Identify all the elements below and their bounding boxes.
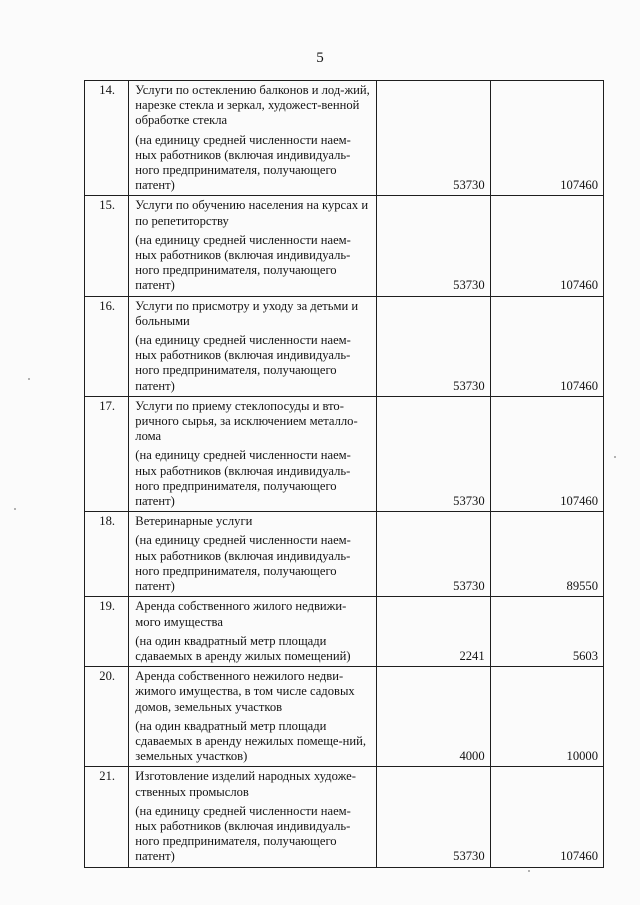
service-title: Аренда собственного жилого недвижи-мого имущества [135, 599, 347, 629]
service-title: Услуги по приему стеклопосуды и вто-ричного сырья, за исключением металло-лома [135, 398, 358, 444]
row-number: 16. [85, 296, 129, 396]
value-column-1: 53730 [376, 396, 490, 511]
value-column-2: 10000 [490, 667, 603, 767]
value-column-1: 53730 [376, 767, 490, 867]
scan-speck [528, 870, 530, 872]
service-description [129, 767, 376, 867]
row-number: 15. [85, 196, 129, 296]
row-number: 17. [85, 396, 129, 511]
service-unit-note: (на единицу средней численности наем-ных работников (включая индивидуаль-ного предпринимателя, получающего патент) [135, 333, 351, 393]
value-column-1: 2241 [376, 597, 490, 667]
table-row [85, 396, 604, 511]
value-column-1: 4000 [376, 667, 490, 767]
table-row [85, 597, 604, 667]
value-column-2: 107460 [490, 767, 603, 867]
table-row [85, 512, 604, 597]
service-unit-note: (на единицу средней численности наем-ных работников (включая индивидуаль-ного предпринимателя, получающего патент) [135, 533, 351, 594]
service-description [129, 196, 376, 296]
row-number: 20. [85, 667, 129, 767]
row-number: 18. [85, 512, 129, 597]
service-description [129, 81, 376, 196]
service-title: Аренда собственного нежилого недви-жимого имущества, в том числе садовых домов, земельных участков [135, 669, 355, 714]
service-unit-note: (на единицу средней численности наем-ных работников (включая индивидуаль-ного предпринимателя, получающего патент) [135, 232, 351, 293]
service-title: Услуги по присмотру и уходу за детьми и больными [135, 298, 359, 328]
scan-speck [614, 456, 616, 458]
service-title: Услуги по остеклению балконов и лод-жий, нарезке стекла и зеркал, художест-венной обработке стекла [135, 83, 370, 128]
service-title: Услуги по обучению населения на курсах и по репетиторству [135, 198, 369, 228]
value-column-2: 107460 [490, 81, 603, 196]
row-number: 21. [85, 767, 129, 867]
service-title: Изготовление изделий народных художе-ственных промыслов [135, 769, 356, 799]
service-description [129, 597, 376, 667]
row-number: 14. [85, 81, 129, 196]
value-column-2: 107460 [490, 396, 603, 511]
value-column-1: 53730 [376, 512, 490, 597]
table-row [85, 667, 604, 767]
service-unit-note: (на единицу средней численности наем-ных работников (включая индивидуаль-ного предпринимателя, получающего патент) [135, 132, 351, 193]
service-unit-note: (на один квадратный метр площади сдаваемых в аренду жилых помещений) [135, 633, 351, 663]
table-row [85, 196, 604, 296]
service-title: Ветеринарные услуги [135, 514, 253, 529]
table-row [85, 767, 604, 867]
value-column-2: 107460 [490, 296, 603, 396]
service-description [129, 396, 376, 511]
services-table-body [85, 81, 604, 868]
page-number: 5 [316, 50, 324, 66]
scan-speck [14, 508, 16, 510]
row-number: 19. [85, 597, 129, 667]
service-description [129, 512, 376, 597]
service-unit-note: (на единицу средней численности наем-ных работников (включая индивидуаль-ного предпринимателя, получающего патент) [135, 803, 351, 864]
service-description [129, 296, 376, 396]
service-unit-note: (на единицу средней численности наем-ных работников (включая индивидуаль-ного предпринимателя, получающего патент) [135, 448, 351, 509]
service-description [129, 667, 376, 767]
table-row [85, 296, 604, 396]
service-unit-note: (на один квадратный метр площади сдаваемых в аренду нежилых помеще-ний, земельных участков) [135, 718, 367, 764]
services-table [84, 80, 604, 868]
value-column-1: 53730 [376, 81, 490, 196]
scan-speck [28, 378, 30, 380]
value-column-1: 53730 [376, 196, 490, 296]
table-row [85, 81, 604, 196]
value-column-2: 89550 [490, 512, 603, 597]
value-column-1: 53730 [376, 296, 490, 396]
value-column-2: 5603 [490, 597, 603, 667]
value-column-2: 107460 [490, 196, 603, 296]
